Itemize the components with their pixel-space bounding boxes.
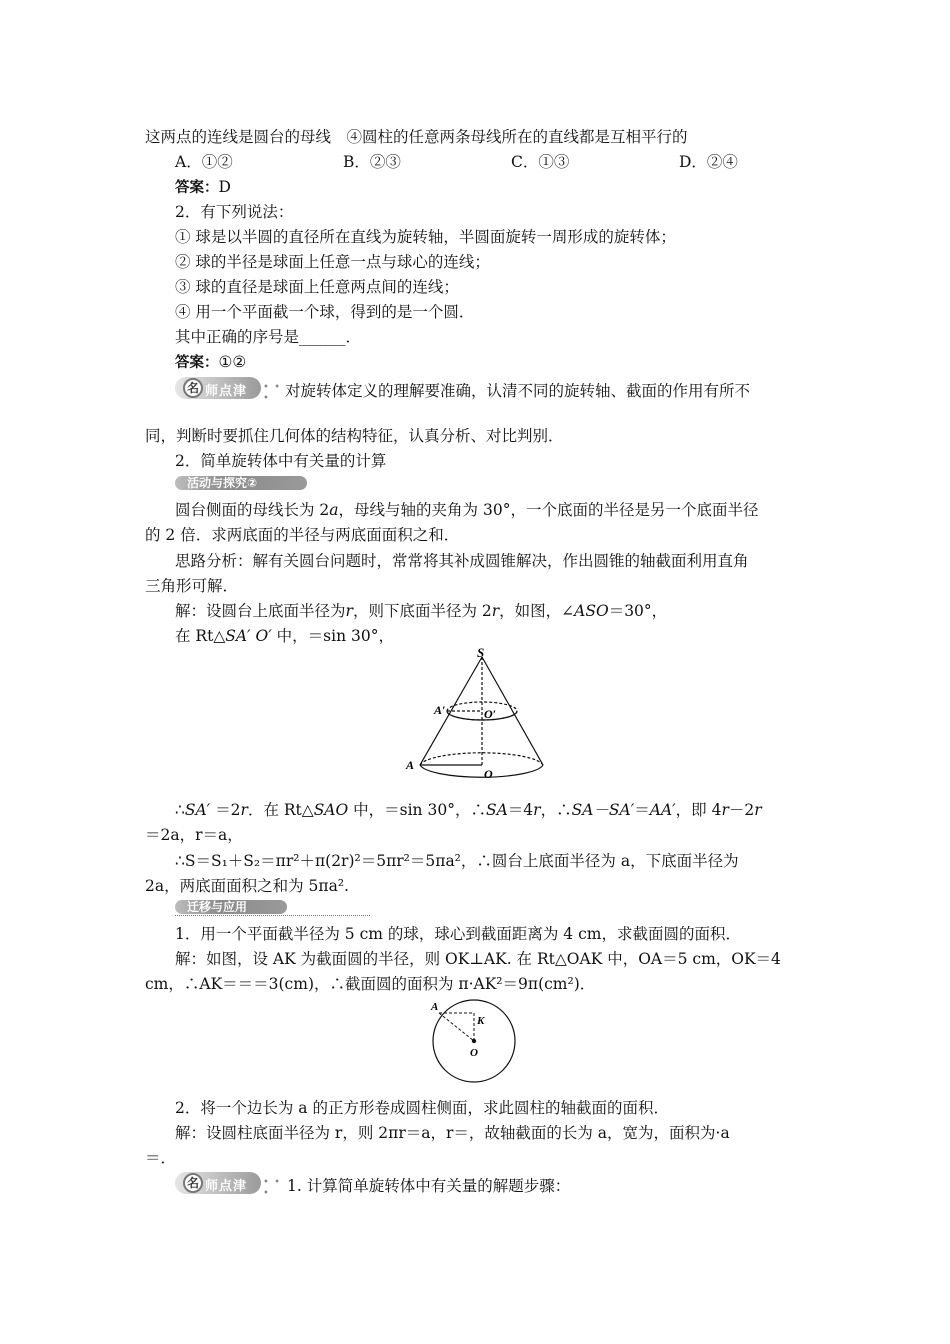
answer-label: 答案： bbox=[175, 180, 219, 196]
exercise-text: ＝． bbox=[145, 1149, 177, 1167]
badge-circle-icon: 名 bbox=[183, 1173, 203, 1193]
solution-text: ∴S＝S₁＋S₂＝πr²＋π(2r)²＝5πr²＝5πa²，∴圆台上底面半径为 a，下底面半径为 bbox=[175, 852, 739, 870]
solution-text: 2a，两底面面积之和为 5πa². bbox=[145, 877, 349, 895]
problem-text: 的 2 倍．求两底面的半径与两底面面积之和． bbox=[145, 526, 460, 544]
analysis-text: 三角形可解． bbox=[145, 577, 239, 595]
label-a1: A′ bbox=[434, 703, 446, 717]
label-o: O bbox=[484, 767, 493, 781]
exercise-text: cm，∴AK＝＝＝3(cm)，∴截面圆的面积为 π·AK²＝9π(cm²)． bbox=[145, 975, 596, 993]
statement-2: ② 球的半径是球面上任意一点与球心的连线； bbox=[175, 253, 490, 271]
sphere-figure bbox=[425, 993, 525, 1085]
answer-label: 答案： bbox=[175, 355, 219, 371]
label-o: O bbox=[470, 1047, 478, 1059]
option-b: B．②③ bbox=[343, 153, 401, 171]
mingshi-badge: 名 师点津 • • • bbox=[175, 1172, 285, 1194]
answer-2 bbox=[175, 352, 246, 373]
tip-text: 同，判断时要抓住几何体的结构特征，认真分析、对比判别． bbox=[145, 427, 564, 445]
text-line: 这两点的连线是圆台的母线 ④圆柱的任意两条母线所在的直线都是互相平行的 bbox=[145, 128, 688, 146]
exercise-text: 解：设圆柱底面半径为 r，则 2πr＝a，r＝，故轴截面的长为 a，宽为，面积为·a bbox=[175, 1124, 730, 1142]
option-c: C．①③ bbox=[511, 153, 570, 171]
option-a: A．①② bbox=[175, 153, 233, 171]
label-a: A bbox=[431, 1001, 439, 1013]
question-2-ask: 其中正确的序号是______． bbox=[175, 328, 362, 346]
solution-text: ＝2a，r＝a， bbox=[145, 826, 243, 844]
problem-text: 圆台侧面的母线长为 2a，母线与轴的夹角为 30°，一个底面的半径是另一个底面半径 bbox=[175, 501, 759, 519]
cone-figure bbox=[400, 645, 550, 785]
answer-value: ①② bbox=[218, 353, 247, 371]
exercise-text: 2．将一个边长为 a 的正方形卷成圆柱侧面，求此圆柱的轴截面的面积． bbox=[175, 1099, 669, 1117]
badge-label: 师点津 bbox=[205, 1179, 248, 1194]
label-s: S bbox=[477, 645, 485, 660]
label-a: A bbox=[406, 758, 415, 772]
solution-text: ∴SA′ ＝2r．在 Rt△SAO 中，＝sin 30°，∴SA＝4r，∴SA－SA′＝AA′，即 4r－2r bbox=[175, 801, 762, 819]
badge-circle-icon: 名 bbox=[183, 378, 203, 398]
statement-3: ③ 球的直径是球面上任意两点间的连线； bbox=[175, 278, 459, 296]
badge-label: 师点津 bbox=[205, 384, 248, 399]
answer-value: D bbox=[218, 178, 231, 196]
section-title: 2．简单旋转体中有关量的计算 bbox=[175, 452, 387, 470]
exercise-text: 解：如图，设 AK 为截面圆的半径，则 OK⊥AK. 在 Rt△OAK 中，OA＝5 cm，OK＝4 bbox=[175, 950, 781, 968]
mingshi-badge: 名 师点津 • • • bbox=[175, 377, 285, 399]
label-o1: O′ bbox=[484, 707, 497, 721]
tip-text: 对旋转体定义的理解要准确，认清不同的旋转轴、截面的作用有所不 bbox=[285, 382, 751, 400]
answer-1 bbox=[175, 177, 231, 198]
exercise-text: 1．用一个平面截半径为 5 cm 的球，球心到截面距离为 4 cm，求截面圆的面积． bbox=[175, 925, 741, 943]
activity-badge: 活动与探究② bbox=[175, 476, 307, 490]
question-2: 2．有下列说法： bbox=[175, 203, 294, 221]
statement-4: ④ 用一个平面截一个球，得到的是一个圆． bbox=[175, 303, 475, 321]
option-d: D．②④ bbox=[679, 153, 738, 171]
solution-text: 解：设圆台上底面半径为r，则下底面半径为 2r，如图，∠ASO＝30°， bbox=[175, 602, 668, 620]
tip-text: 1. 计算简单旋转体中有关量的解题步骤： bbox=[287, 1177, 571, 1195]
label-k: K bbox=[477, 1015, 485, 1027]
divider bbox=[175, 915, 370, 916]
statement-1: ① 球是以半圆的直径所在直线为旋转轴，半圆面旋转一周形成的旋转体； bbox=[175, 228, 676, 246]
solution-text: 在 Rt△SA′ O′ 中，＝sin 30°， bbox=[175, 627, 394, 645]
analysis-text: 思路分析：解有关圆台问题时，常常将其补成圆锥解决，作出圆锥的轴截面利用直角 bbox=[175, 552, 749, 570]
transfer-badge: 迁移与应用 bbox=[175, 900, 287, 914]
